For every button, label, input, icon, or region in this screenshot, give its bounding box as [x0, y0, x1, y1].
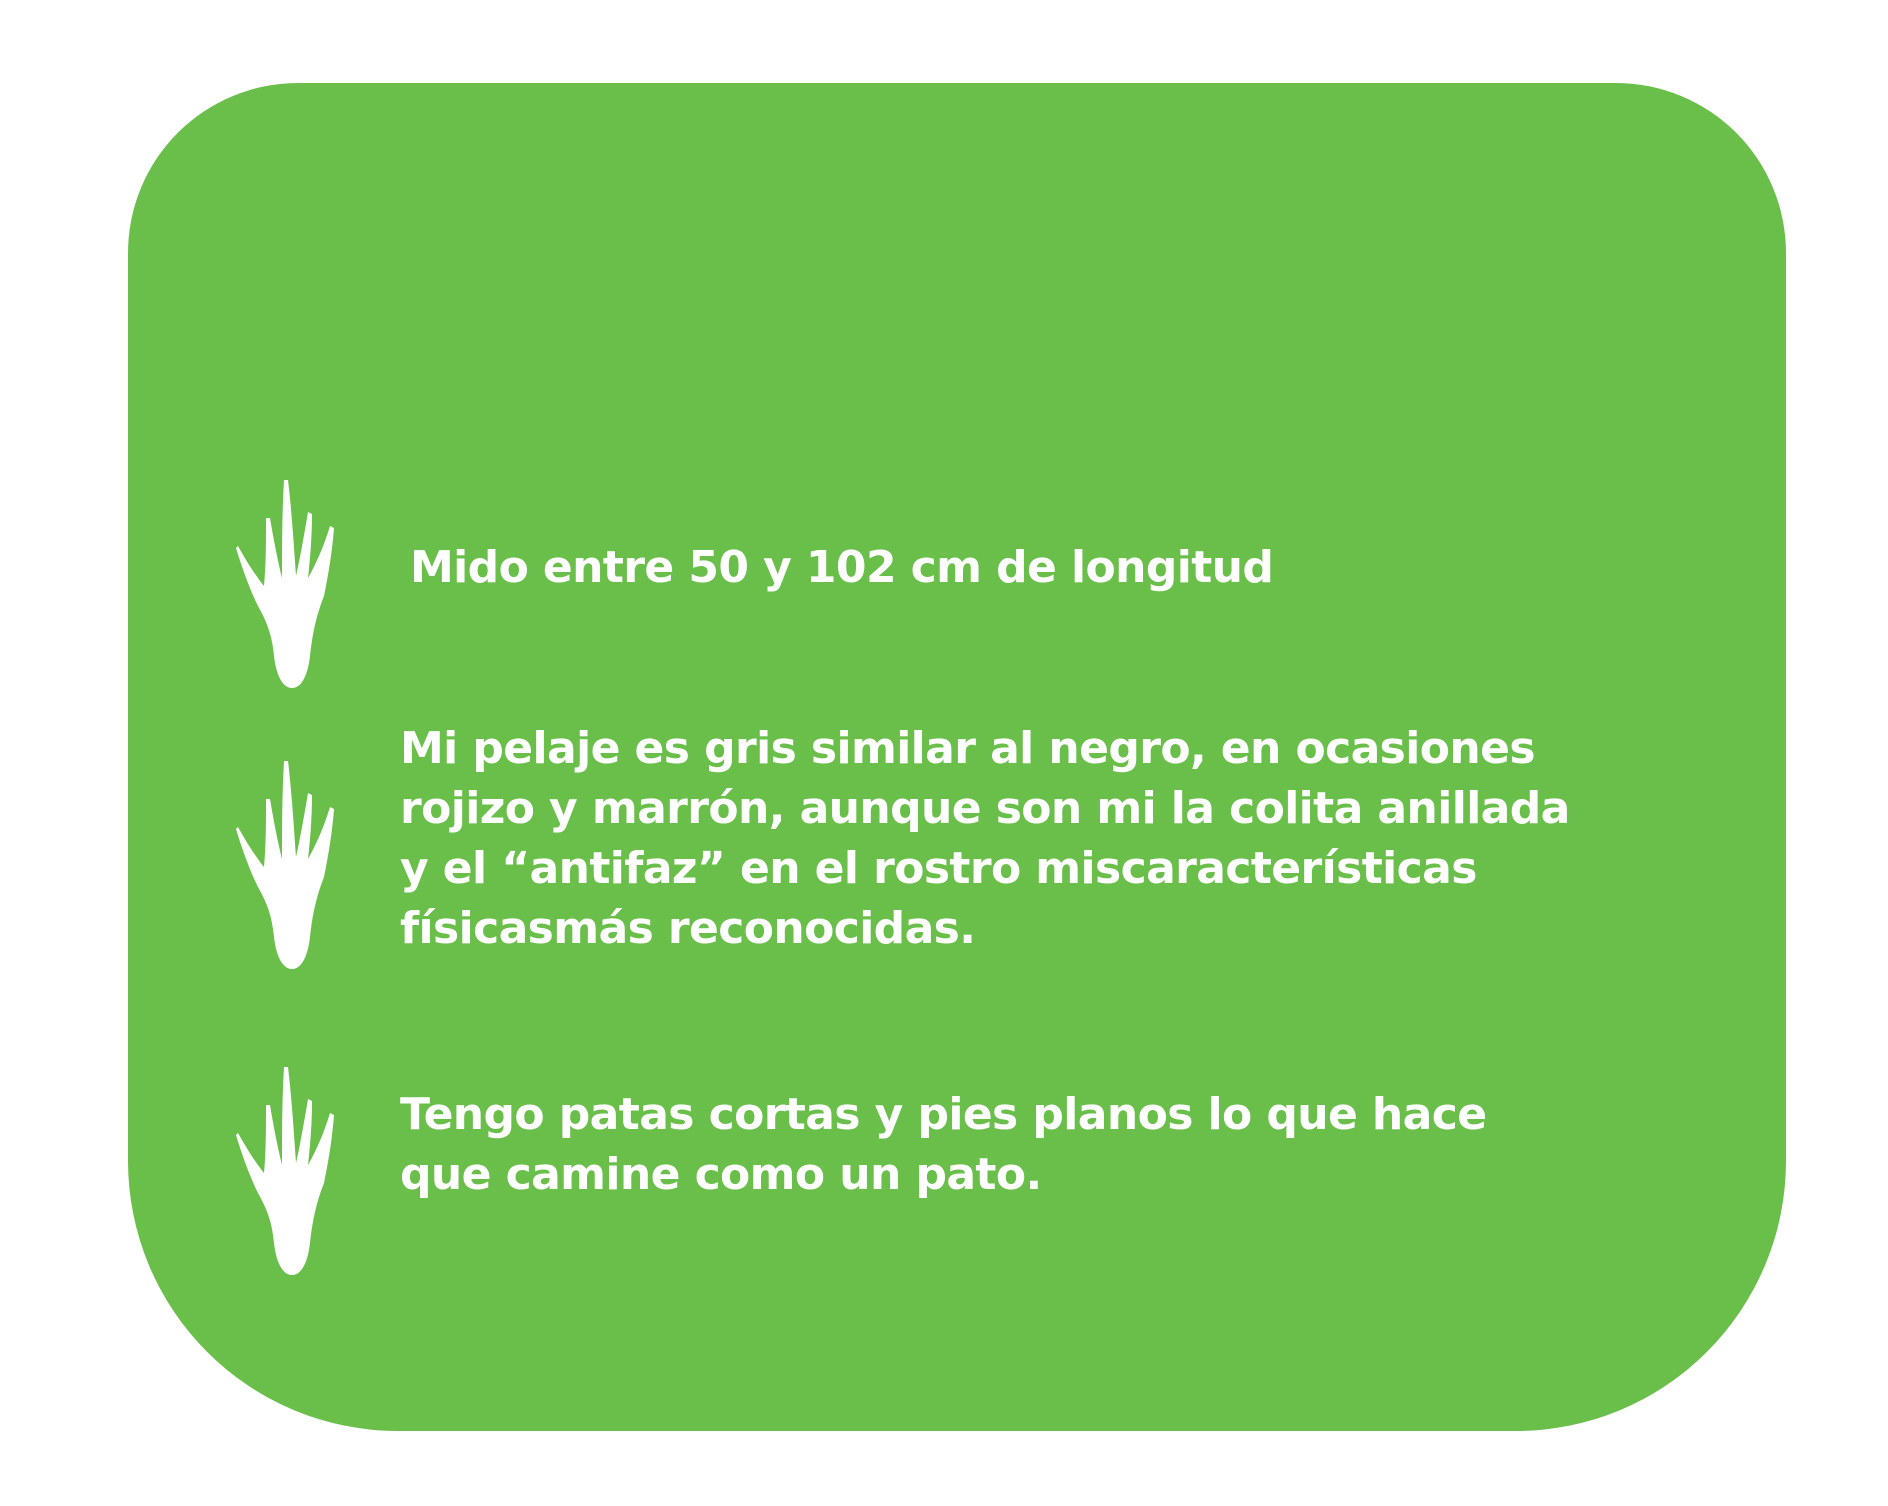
fact-line: Mido entre 50 y 102 cm de longitud	[410, 542, 1274, 593]
fact-line: y el “antifaz” en el rostro miscaracterísticas	[400, 843, 1477, 894]
fact-line: físicasmás reconocidas.	[400, 903, 976, 954]
fact-line: Tengo patas cortas y pies planos lo que hace	[400, 1089, 1487, 1140]
fact-line: Mi pelaje es gris similar al negro, en ocasiones	[400, 723, 1535, 774]
paw-print-icon	[236, 759, 348, 971]
fact-text-fur	[400, 719, 1570, 959]
fact-text-legs	[400, 1085, 1486, 1205]
fact-text-size	[410, 538, 1273, 598]
fact-line: que camine como un pato.	[400, 1149, 1042, 1200]
paw-print-icon	[236, 478, 348, 690]
paw-print-icon	[236, 1065, 348, 1277]
info-card	[128, 83, 1786, 1431]
fact-line: rojizo y marrón, aunque son mi la colita anillada	[400, 783, 1570, 834]
